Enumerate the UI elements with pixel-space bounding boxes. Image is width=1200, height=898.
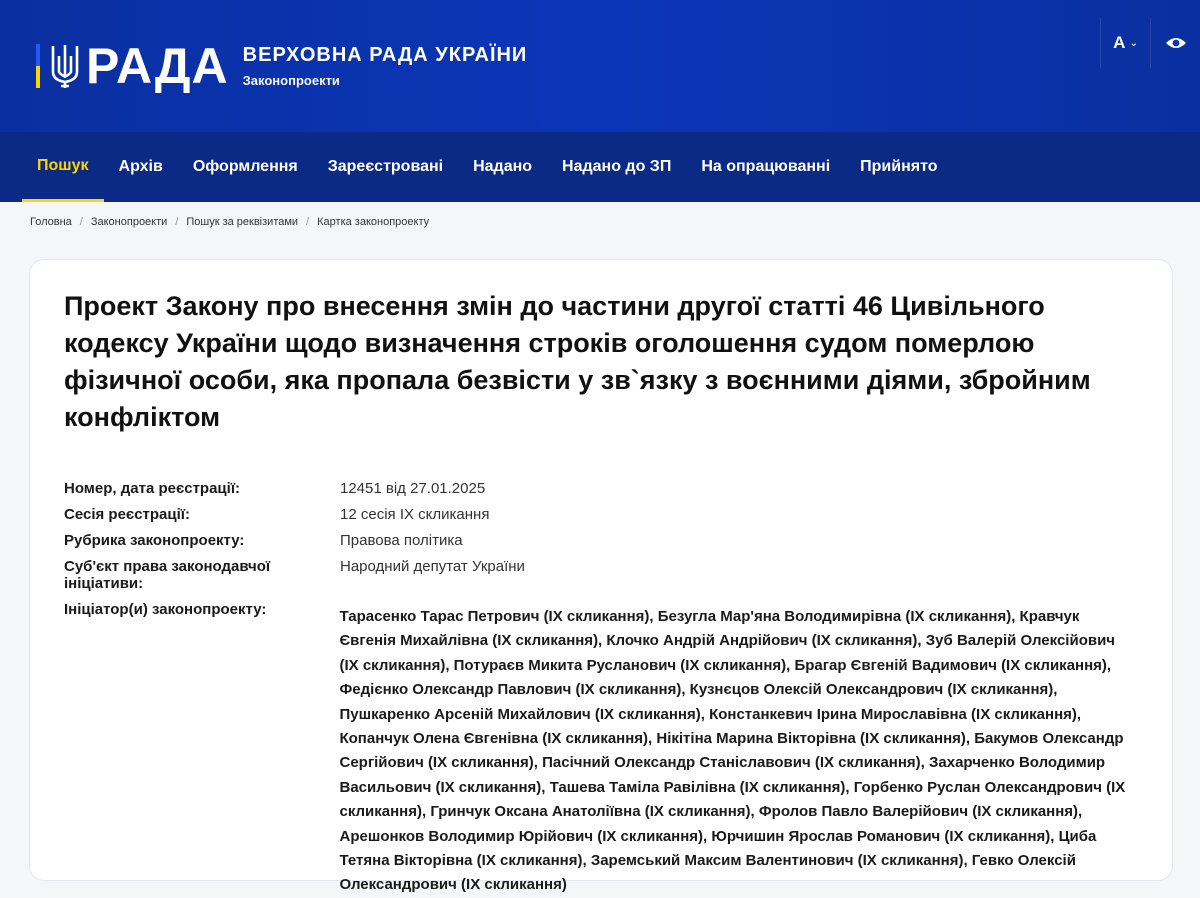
trident-icon [50,42,80,90]
breadcrumb-separator: / [306,216,310,228]
font-size-button[interactable] [1100,18,1150,68]
flag-bar [36,44,40,88]
bill-info [64,480,1138,898]
info-row-initiators [64,601,1138,898]
logo-subtitle [243,44,528,88]
info-row-subject [64,558,1138,592]
info-value: Правова політика [340,532,463,549]
breadcrumb-home[interactable]: Головна [30,216,72,228]
page-title: Проект Закону про внесення змін до частини другої статті 46 Цивільного кодексу України щодо визначення строків оголошення судом померлою фізичної особи, яка пропала безвісти у зв`язку з воєнними діями, збройним конфліктом [64,291,1091,432]
nav-adopted[interactable]: Прийнято [860,158,938,175]
breadcrumb-current: Картка законопроекту [317,216,430,228]
site-logo[interactable] [36,36,527,96]
info-label: Ініціатор(и) законопроекту: [64,601,267,618]
info-value: 12 сесія IX скликання [340,506,490,523]
org-subtitle: Законопроекти [242,73,340,88]
bill-card [30,260,1172,894]
info-label: Номер, дата реєстрації: [64,480,241,497]
initiators-list: Тарасенко Тарас Петрович (IX скликання), Безугла Мар'яна Володимирівна (IX скликання), Кравчук Євгенія Михайлівна (IX скликання), Клочко Андрій Андрійович (IX скликання), Зуб Валерій Олексійович (IX скликання), Потураєв Микита Русланович (IX скликання), Брагар Євгеній Вадимович (IX скликання), Федієнко Олександр Павлович (IX скликання), Кузнєцов Олексій Олександрович (IX скликання), Пушкаренко Арсеній Михайлович (IX скликання), Констанкевич Ірина Мирославівна (IX скликання), Копанчук Олена Євгенівна (IX скликання), Нікітіна Марина Вікторівна (IX скликання), Бакумов Олександр Сергійович (IX скликання), Пасічний Олександр Станіславович (IX скликання), Захарченко Володимир Васильович (IX скликання), Ташева Таміла Равілівна (IX скликання), Горбенко Руслан Олександрович (IX скликання), Гринчук Оксана Анатоліївна (IX скликання), Фролов Павло Валерійович (IX скликання), Арешонков Володимир Юрійович (IX скликання), Юрчишин Ярослав Романович (IX скликання), Циба Тетяна Вікторівна (IX скликання), Заремський Максим Валентинович (IX скликання), Гевко Олексій Олександрович (IX скликання) [339,608,1126,894]
site-header [0,0,1200,132]
nav-submitted-zp[interactable]: Надано до ЗП [562,158,672,175]
info-value: Народний депутат України [340,558,525,575]
eye-icon [1165,36,1187,50]
breadcrumb-separator: / [175,216,179,228]
accessibility-tools [1100,18,1200,68]
breadcrumb-separator: / [79,216,83,228]
breadcrumb-search[interactable]: Пошук за реквізитами [186,216,299,228]
info-row-rubric [64,532,1138,549]
nav-in-review[interactable]: На опрацюванні [701,158,831,175]
chevron-down-icon: ⌄ [1129,37,1138,49]
nav-formalization[interactable]: Оформлення [192,158,298,175]
info-value: 12451 від 27.01.2025 [340,480,486,497]
nav-archive[interactable]: Архів [118,158,163,175]
info-label: Сесія реєстрації: [64,506,190,523]
info-label: Суб'єкт права законодавчої ініціативи: [64,558,271,592]
visibility-button[interactable] [1150,18,1200,68]
font-size-label: A [1113,33,1126,52]
nav-registered[interactable]: Зареєстровані [327,158,444,175]
breadcrumb-bills[interactable]: Законопроекти [90,216,168,228]
info-label: Рубрика законопроекту: [64,532,245,549]
breadcrumb [0,202,1200,260]
org-title: ВЕРХОВНА РАДА УКРАЇНИ [242,44,528,66]
nav-search[interactable]: Пошук [22,132,104,202]
logo-word: РАДА [86,38,229,94]
info-row-number [64,480,1138,497]
main-nav [0,132,1200,202]
info-row-session [64,506,1138,523]
nav-submitted[interactable]: Надано [473,158,533,175]
